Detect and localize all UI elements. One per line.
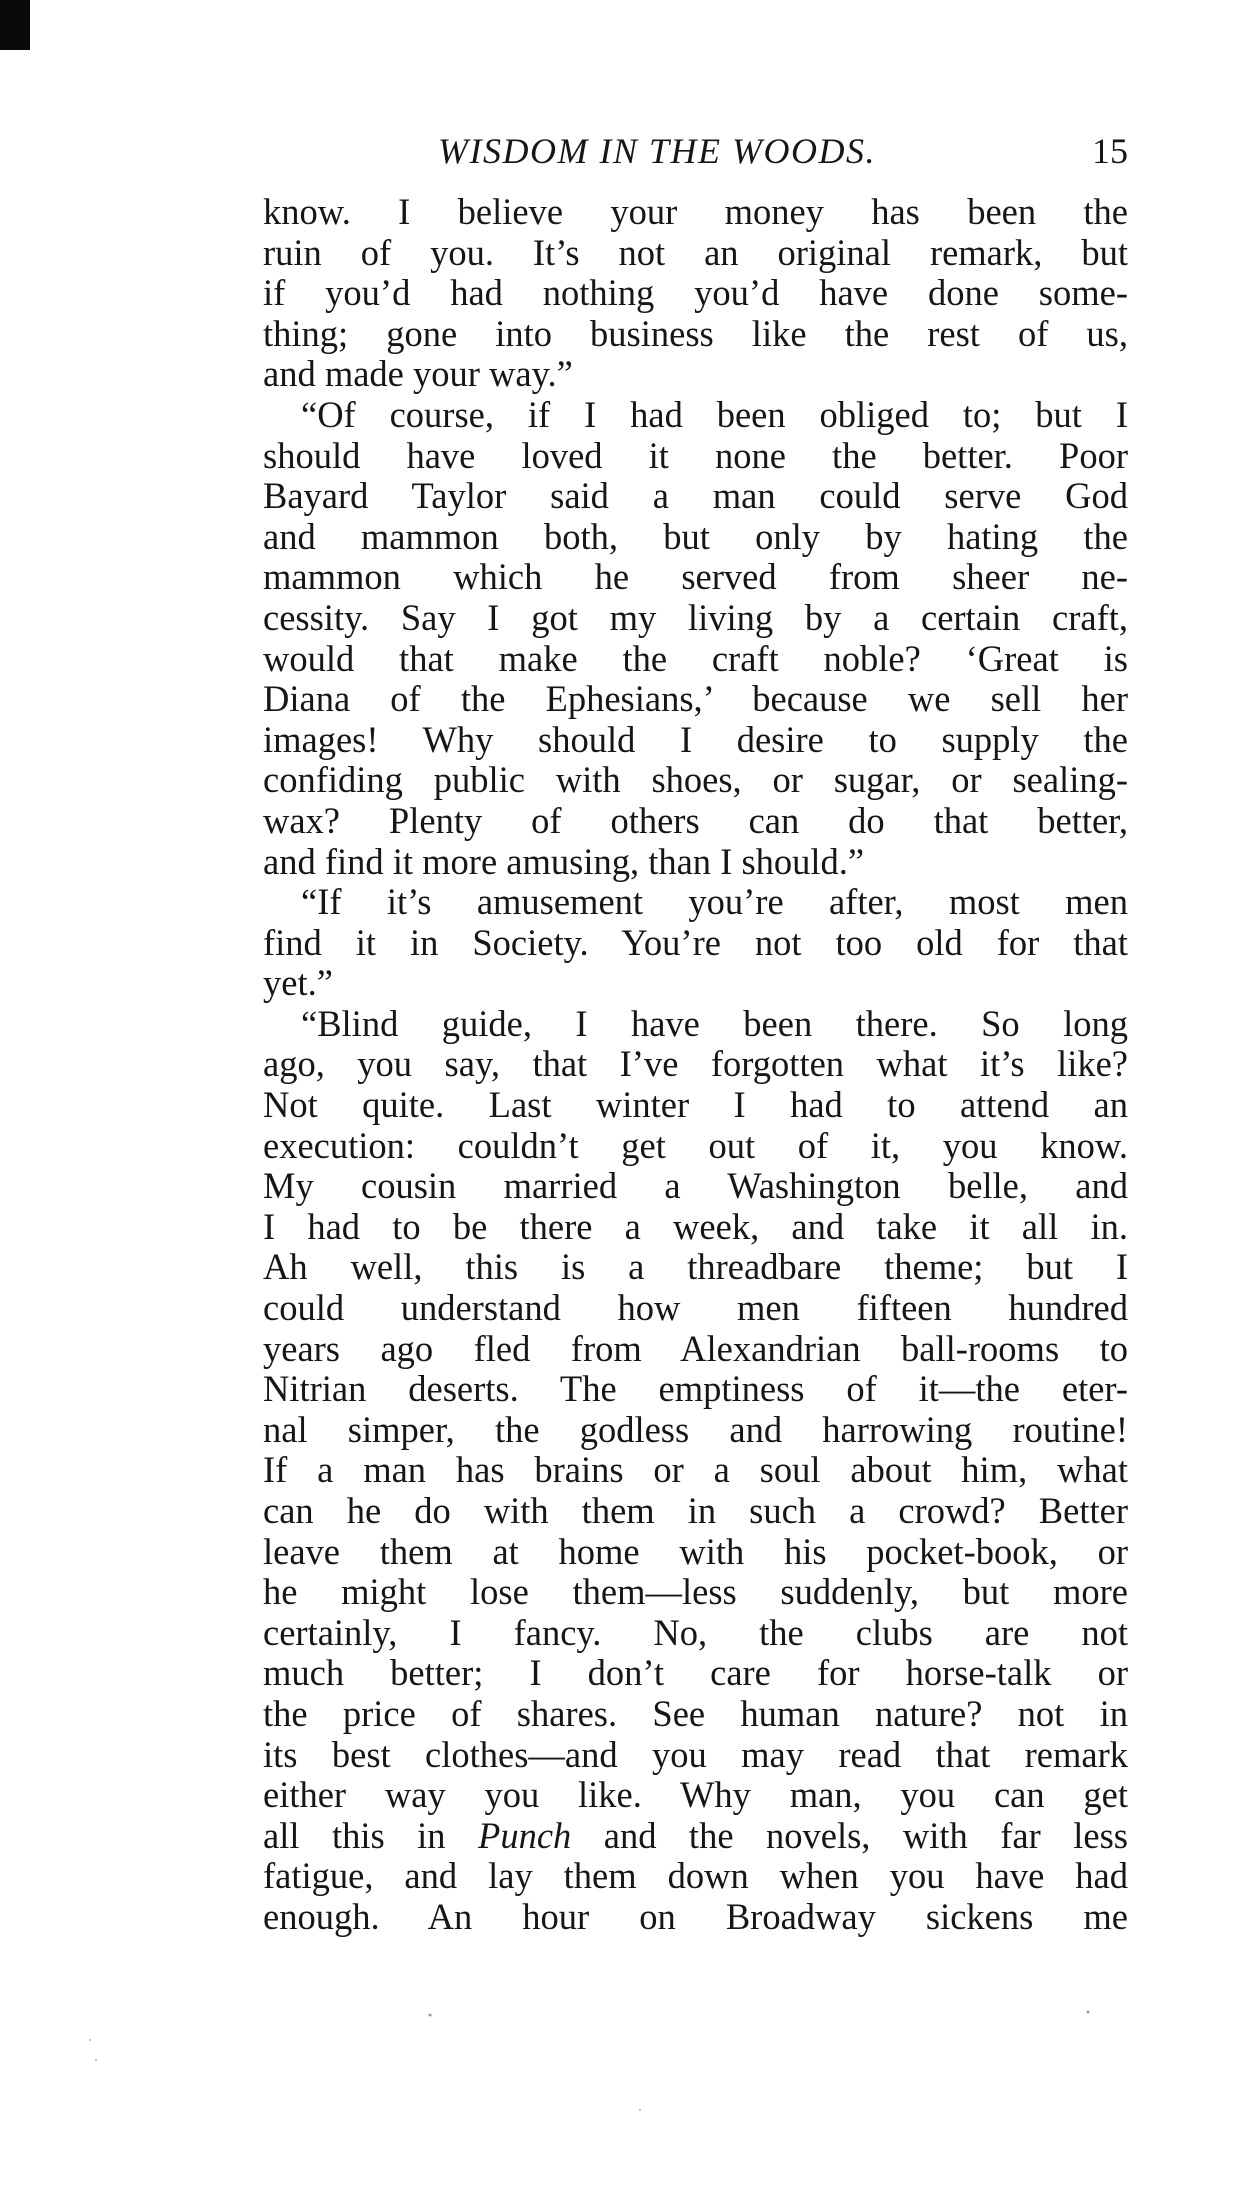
text-line: Ah well, this is a threadbare theme; but I	[263, 1246, 1128, 1288]
text-line: enough. An hour on Broadway sickens me	[263, 1895, 1128, 1937]
text-line: and find it more amusing, than I should.”	[263, 840, 865, 882]
text-line: leave them at home with his pocket-book, or	[263, 1530, 1128, 1572]
text-line: certainly, I fancy. No, the clubs are not	[263, 1611, 1128, 1653]
body-text	[263, 192, 1128, 1938]
text-line: Nitrian deserts. The emptiness of it—the eter-	[263, 1368, 1128, 1410]
text-line: wax? Plenty of others can do that better,	[263, 799, 1128, 841]
italic-title-punch: Punch	[478, 1814, 572, 1856]
text-line: the price of shares. See human nature? not in	[263, 1692, 1128, 1734]
text-line: its best clothes—and you may read that remark	[263, 1733, 1128, 1775]
text-line: mammon which he served from sheer ne-	[263, 556, 1128, 598]
text-line: My cousin married a Washington belle, and	[263, 1165, 1128, 1207]
paper-speck	[1087, 2011, 1090, 2014]
text-line: Diana of the Ephesians,’ because we sell her	[263, 678, 1128, 720]
text-line: Bayard Taylor said a man could serve God	[263, 475, 1128, 517]
text-line: he might lose them—less suddenly, but more	[263, 1571, 1128, 1613]
text-line-with-italic	[263, 1816, 1128, 1857]
text-line: confiding public with shoes, or sugar, or sealing-	[263, 759, 1128, 801]
text-line: and made your way.”	[263, 353, 573, 395]
text-line: I had to be there a week, and take it all in.	[263, 1205, 1128, 1247]
text-line: could understand how men fifteen hundred	[263, 1287, 1128, 1329]
text-line: thing; gone into business like the rest of us,	[263, 312, 1128, 354]
running-title: WISDOM IN THE WOODS.	[438, 131, 876, 171]
text-line: know. I believe your money has been the	[263, 191, 1128, 232]
text-line: ruin of you. It’s not an original remark, but	[263, 231, 1128, 273]
text-line: nal simper, the godless and harrowing routine!	[263, 1408, 1128, 1450]
paper-speck	[429, 2014, 432, 2017]
text-line: if you’d had nothing you’d have done some-	[263, 272, 1128, 314]
paragraph-start-line: “If it’s amusement you’re after, most men	[301, 881, 1128, 923]
line-end: and the novels, with far less	[571, 1814, 1128, 1856]
text-line: should have loved it none the better. Poor	[263, 434, 1128, 476]
line-start: all this in	[263, 1814, 479, 1856]
page-edge-mark	[0, 0, 30, 50]
text-line: much better; I don’t care for horse-talk or	[263, 1652, 1128, 1694]
text-line: find it in Society. You’re not too old for that	[263, 921, 1128, 963]
text-line: If a man has brains or a soul about him, what	[263, 1449, 1128, 1491]
paragraph-start-line: “Of course, if I had been obliged to; but I	[301, 393, 1128, 435]
text-line: would that make the craft noble? ‘Great is	[263, 637, 1128, 679]
paper-speck	[95, 2059, 97, 2061]
text-line: fatigue, and lay them down when you have had	[263, 1855, 1128, 1897]
text-line: images! Why should I desire to supply the	[263, 718, 1128, 760]
text-line: ago, you say, that I’ve forgotten what it’s like?	[263, 1043, 1128, 1085]
text-line: yet.”	[263, 962, 333, 1004]
text-line: either way you like. Why man, you can get	[263, 1774, 1128, 1816]
text-line: cessity. Say I got my living by a certain craft,	[263, 596, 1128, 638]
text-line: execution: couldn’t get out of it, you know.	[263, 1124, 1128, 1166]
paragraph-start-line: “Blind guide, I have been there. So long	[301, 1002, 1128, 1044]
running-head	[263, 128, 1128, 174]
text-line: Not quite. Last winter I had to attend an	[263, 1084, 1128, 1126]
text-line: and mammon both, but only by hating the	[263, 515, 1128, 557]
text-line: years ago fled from Alexandrian ball-rooms to	[263, 1327, 1128, 1369]
page-number: 15	[1092, 131, 1128, 171]
text-line: can he do with them in such a crowd? Better	[263, 1490, 1128, 1531]
paper-speck	[89, 2039, 91, 2041]
paper-speck	[639, 2109, 641, 2111]
